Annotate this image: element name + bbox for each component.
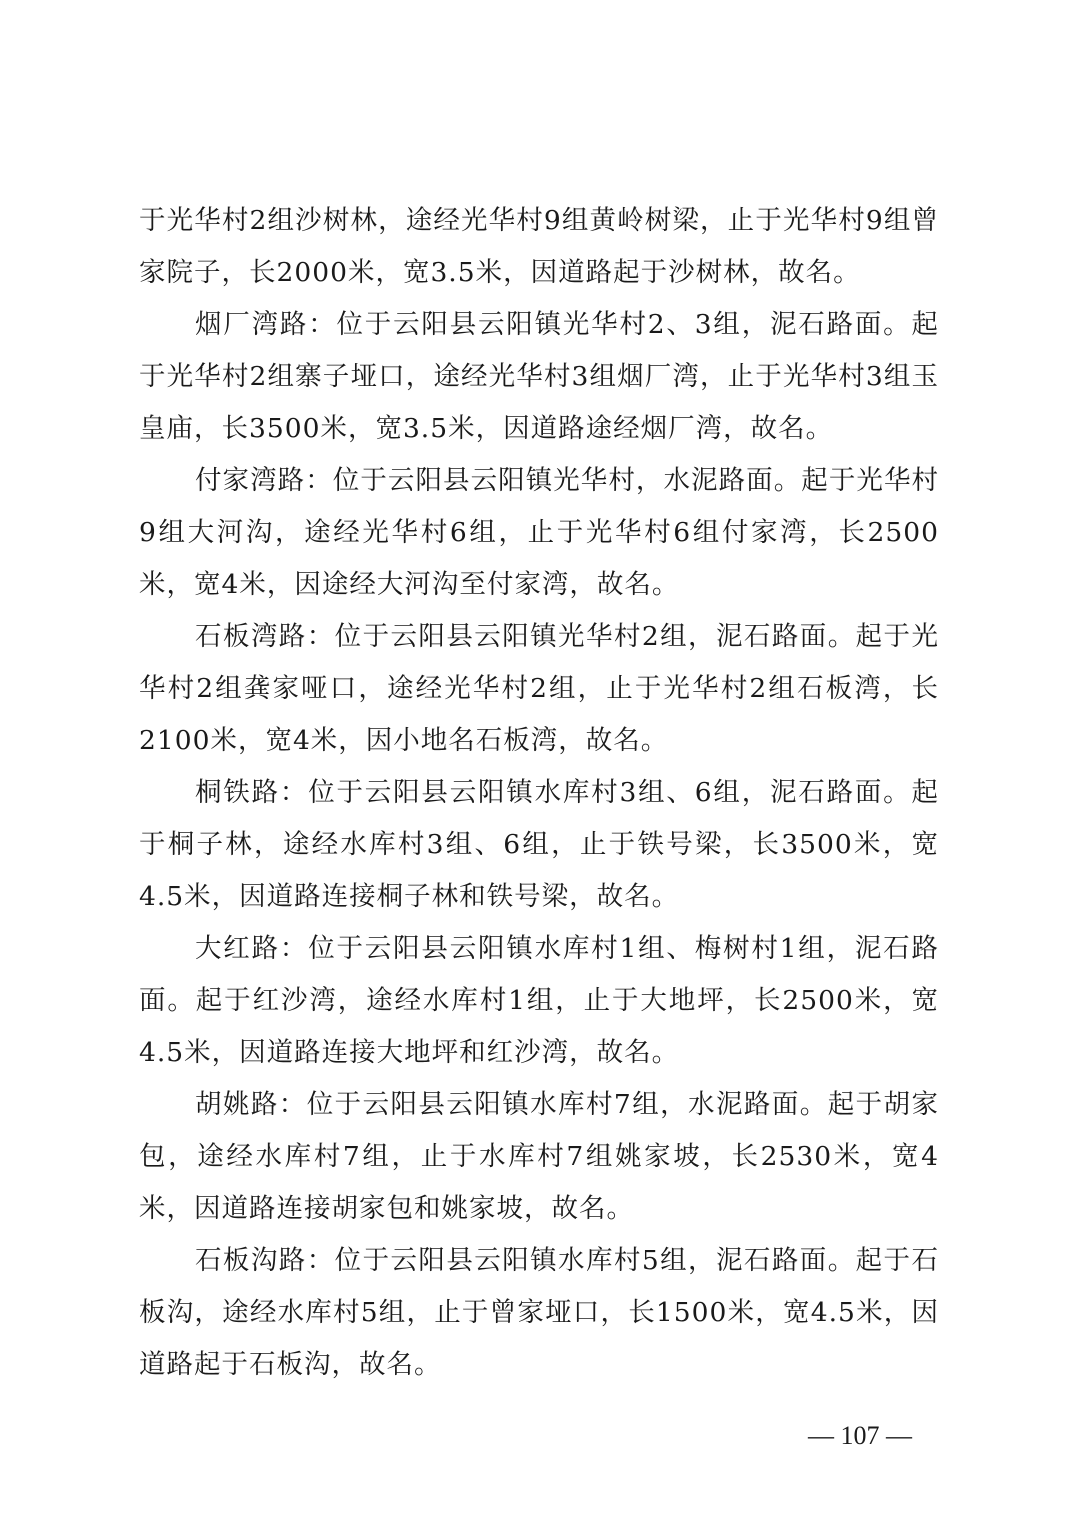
page-number: — 107 — (808, 1421, 912, 1450)
paragraph-yanchangwan-road: 烟厂湾路：位于云阳县云阳镇光华村2、3组，泥石路面。起于光华村2组寨子垭口，途经光华村3组烟厂湾，止于光华村3组玉皇庙，长3500米，宽3.5米，因道路途经烟厂湾，故名。 (139, 309, 939, 444)
paragraph-fujiawan-road: 付家湾路：位于云阳县云阳镇光华村，水泥路面。起于光华村9组大河沟，途经光华村6组，止于光华村6组付家湾，长2500米，宽4米，因途经大河沟至付家湾，故名。 (139, 465, 939, 600)
paragraph-shibangou-road: 石板沟路：位于云阳县云阳镇水库村5组，泥石路面。起于石板沟，途经水库村5组，止于曾家垭口，长1500米，宽4.5米，因道路起于石板沟，故名。 (139, 1245, 939, 1380)
paragraph-huyao-road: 胡姚路：位于云阳县云阳镇水库村7组，水泥路面。起于胡家包，途经水库村7组，止于水库村7组姚家坡，长2530米，宽4米，因道路连接胡家包和姚家坡，故名。 (139, 1089, 939, 1224)
paragraph-dahong-road: 大红路：位于云阳县云阳镇水库村1组、梅树村1组，泥石路面。起于红沙湾，途经水库村1组，止于大地坪，长2500米，宽4.5米，因道路连接大地坪和红沙湾，故名。 (139, 933, 939, 1068)
paragraph-continuation: 于光华村2组沙树林，途经光华村9组黄岭树梁，止于光华村9组曾家院子，长2000米，宽3.5米，因道路起于沙树林，故名。 (139, 205, 939, 288)
paragraph-tongtie-road: 桐铁路：位于云阳县云阳镇水库村3组、6组，泥石路面。起于桐子林，途经水库村3组、6组，止于铁号梁，长3500米，宽4.5米，因道路连接桐子林和铁号梁，故名。 (139, 777, 939, 912)
document-body (139, 195, 939, 1391)
paragraph-shibanwan-road: 石板湾路：位于云阳县云阳镇光华村2组，泥石路面。起于光华村2组龚家哑口，途经光华村2组，止于光华村2组石板湾，长2100米，宽4米，因小地名石板湾，故名。 (139, 621, 939, 756)
